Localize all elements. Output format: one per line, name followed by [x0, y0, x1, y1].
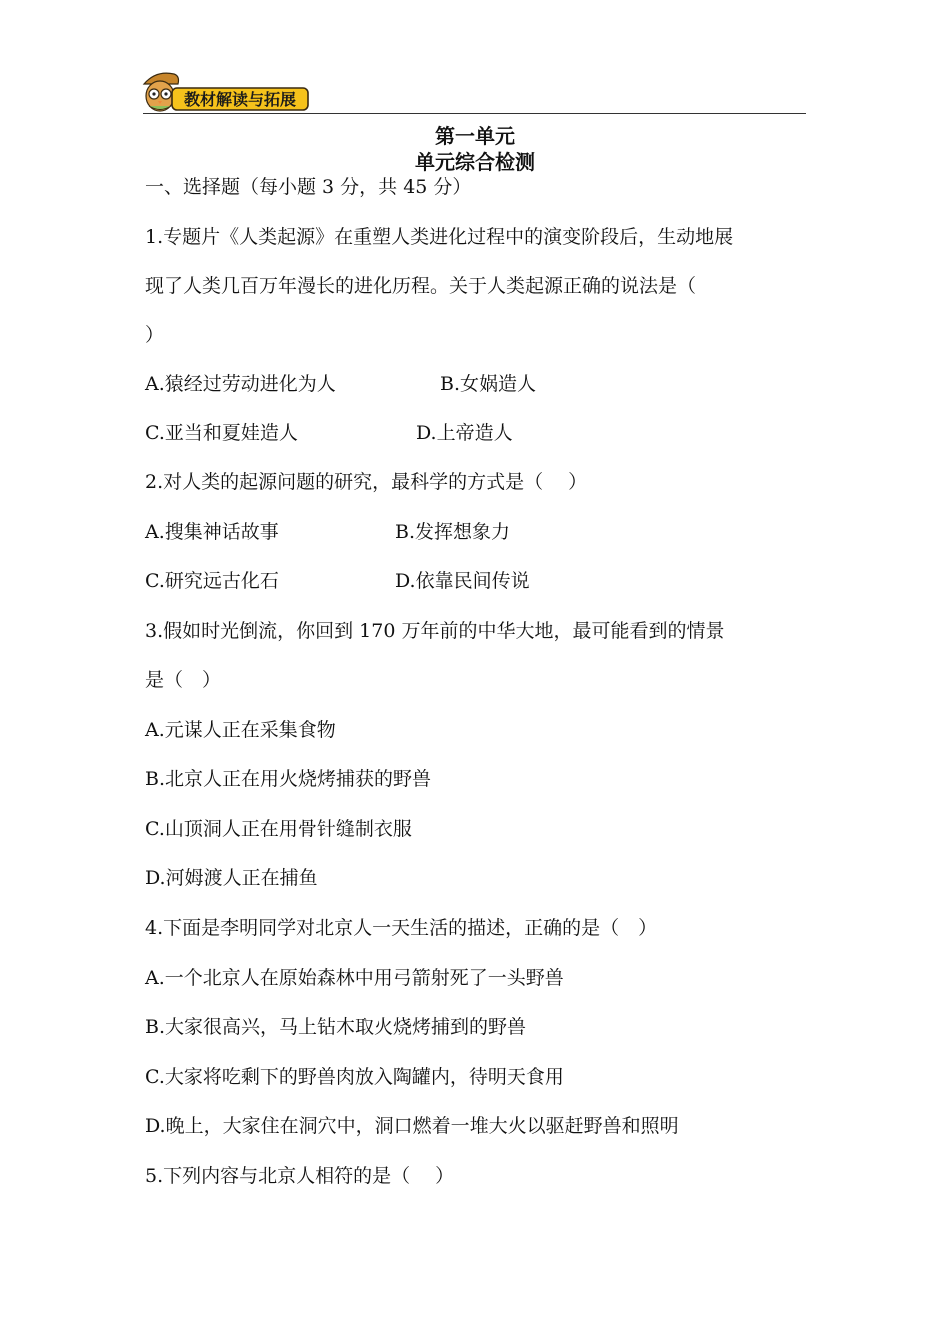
question-1-line-2: 现了人类几百万年漫长的进化历程。关于人类起源正确的说法是（ — [145, 275, 697, 297]
section-heading: 一、选择题（每小题 3 分，共 45 分） — [145, 176, 472, 198]
question-2-line-1: 2.对人类的起源问题的研究，最科学的方式是（ ） — [145, 471, 588, 493]
logo-text: 教材解读与拓展 — [183, 90, 297, 109]
question-4-option-b: B.大家很高兴，马上钻木取火烧烤捕到的野兽 — [145, 1016, 527, 1038]
question-4-option-a: A.一个北京人在原始森林中用弓箭射死了一头野兽 — [145, 967, 564, 989]
question-3-line-2: 是（ ） — [145, 669, 222, 691]
question-1-option-a: A.猿经过劳动进化为人 — [145, 373, 336, 395]
unit-title: 第一单元 — [435, 124, 515, 148]
question-4-option-d: D.晚上，大家住在洞穴中，洞口燃着一堆大火以驱赶野兽和照明 — [145, 1115, 679, 1137]
textbook-logo — [140, 66, 312, 114]
question-2-option-b: B.发挥想象力 — [395, 521, 511, 543]
question-1-option-b: B.女娲造人 — [440, 373, 537, 395]
question-1-option-d: D.上帝造人 — [416, 422, 513, 444]
question-2-option-d: D.依靠民间传说 — [395, 570, 530, 592]
question-3-option-b: B.北京人正在用火烧烤捕获的野兽 — [145, 768, 432, 790]
question-3-option-c: C.山顶洞人正在用骨针缝制衣服 — [145, 818, 412, 840]
question-1-line-1: 1.专题片《人类起源》在重塑人类进化过程中的演变阶段后，生动地展 — [145, 226, 734, 248]
question-3-line-1: 3.假如时光倒流，你回到 170 万年前的中华大地，最可能看到的情景 — [145, 620, 725, 642]
header-rule — [143, 113, 806, 114]
question-3-option-d: D.河姆渡人正在捕鱼 — [145, 867, 318, 889]
question-2-option-c: C.研究远古化石 — [145, 570, 279, 592]
test-title: 单元综合检测 — [415, 150, 535, 174]
question-4-line-1: 4.下面是李明同学对北京人一天生活的描述，正确的是（ ） — [145, 917, 658, 939]
question-4-option-c: C.大家将吃剩下的野兽肉放入陶罐内，待明天食用 — [145, 1066, 564, 1088]
question-1-line-3: ） — [145, 324, 165, 346]
question-2-option-a: A.搜集神话故事 — [145, 521, 279, 543]
question-5-line-1: 5.下列内容与北京人相符的是（ ） — [145, 1165, 455, 1187]
question-3-option-a: A.元谋人正在采集食物 — [145, 719, 336, 741]
question-1-option-c: C.亚当和夏娃造人 — [145, 422, 298, 444]
